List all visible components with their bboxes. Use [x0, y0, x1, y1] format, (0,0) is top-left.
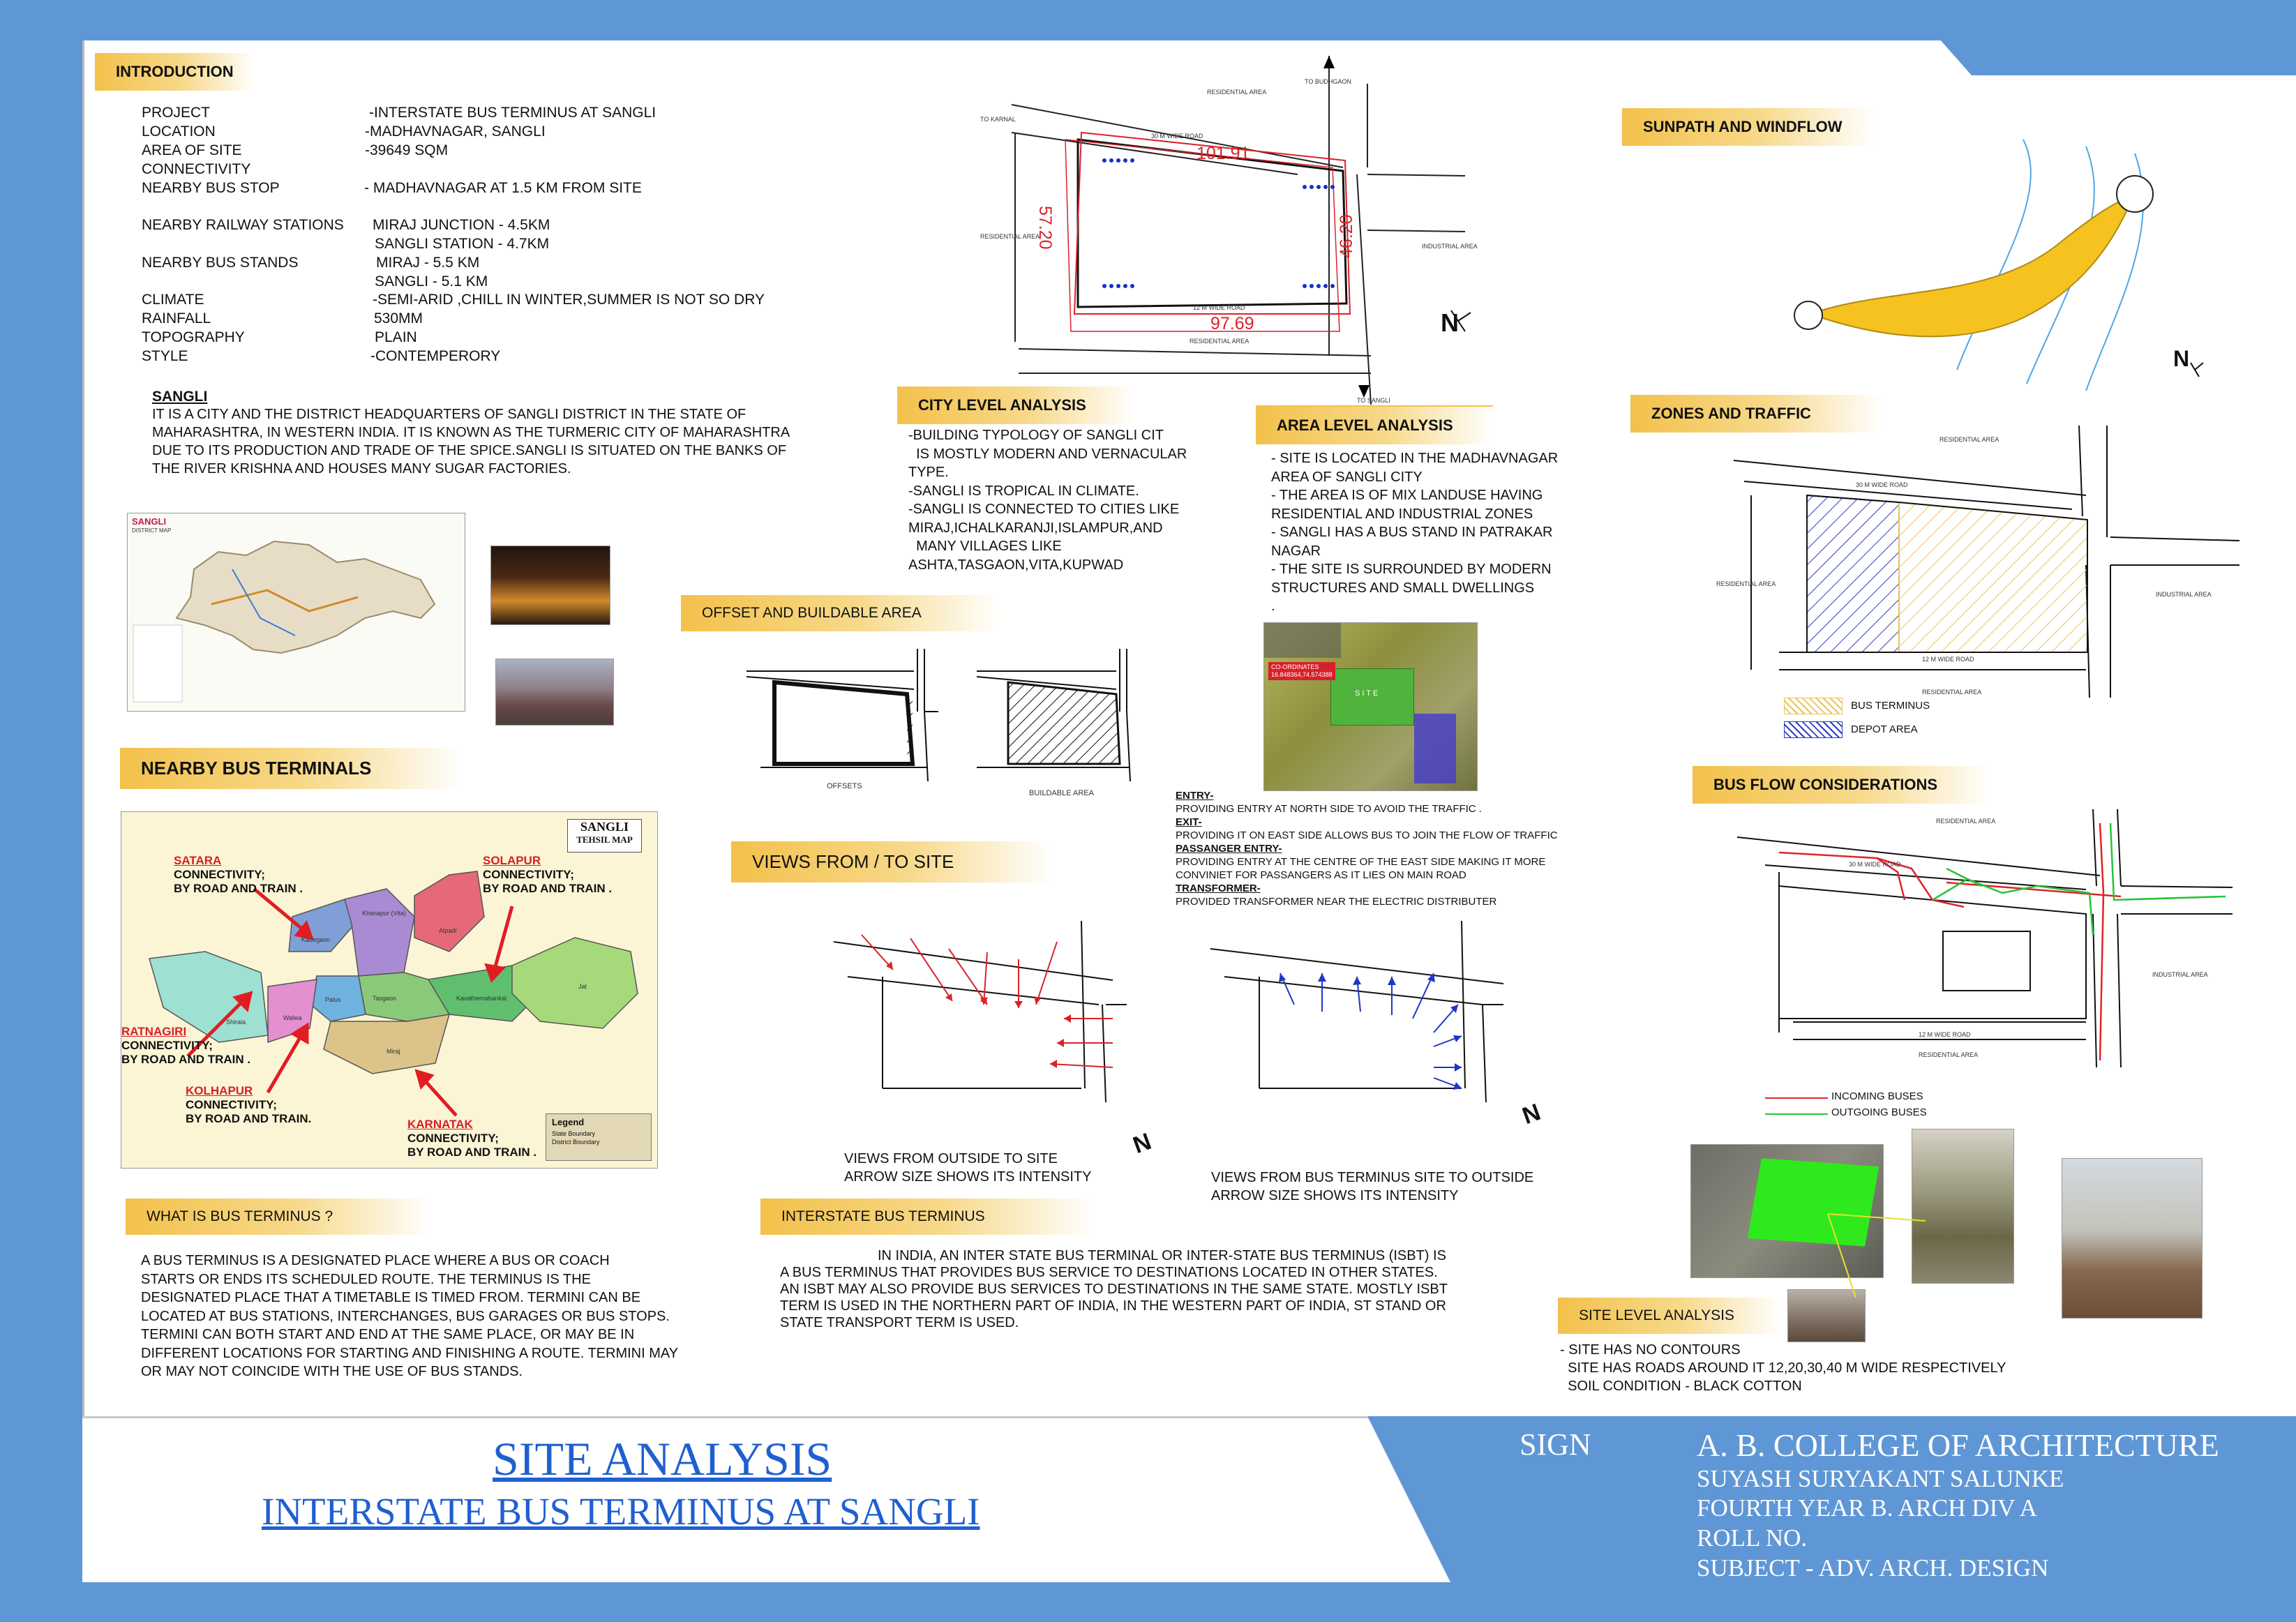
intro-value: SANGLI STATION - 4.7KM [375, 236, 550, 252]
tehsil-map-title: SANGLI [580, 820, 629, 834]
tehsil-label: Walwa [283, 1014, 302, 1021]
tehsil-label: Palus [325, 996, 341, 1003]
legend-swatch-terminus [1784, 698, 1843, 714]
coordinates-value: 16.848364,74.574388 [1271, 671, 1333, 678]
road-label: 12 M WIDE ROAD [1919, 1031, 1971, 1038]
intro-value: -INTERSTATE BUS TERMINUS AT SANGLI [369, 105, 656, 121]
city-name: KOLHAPUR [186, 1084, 253, 1097]
residential-area-label: RESIDENTIAL AREA [1936, 818, 1996, 825]
north-arrow: N [2173, 346, 2190, 371]
coordinates-tag [1268, 662, 1335, 680]
sangli-text: IT IS A CITY AND THE DISTRICT HEADQUARTERS OF SANGLI DISTRICT IN THE STATE OF MAHARASHTRA, IN WESTERN INDIA. IT IS KNOWN AS THE TURMERIC CITY OF MAHARASHTRA DUE TO ITS PRODUCTION AND TRADE OF THE SPICE.SANGLI IS SITUATED ON THE BANKS OF THE RIVER KRISHNA AND HOUSES MANY SUGAR FACTORIES. [152, 407, 790, 476]
tehsil-label: Jat [578, 983, 587, 990]
city-name: RATNAGIRI [121, 1025, 187, 1038]
sunpath-diagram [1786, 133, 2205, 405]
to-karnal-label: TO KARNAL [980, 116, 1016, 123]
what-is-heading: WHAT IS BUS TERMINUS ? [126, 1199, 433, 1235]
roll-number: ROLL NO. [1697, 1524, 1808, 1552]
introduction-heading: INTRODUCTION [95, 53, 255, 91]
north-arrow: N [1441, 308, 1459, 337]
city-connectivity: CONNECTIVITY; BY ROAD AND TRAIN . [121, 1039, 251, 1066]
tehsil-label: Miraj [387, 1048, 400, 1055]
district-shape [128, 513, 465, 711]
city-name: SOLAPUR [483, 854, 541, 867]
tehsil-legend [546, 1113, 652, 1161]
intro-label: LOCATION [142, 123, 216, 140]
depot-highlight [1414, 714, 1456, 783]
intro-value: MIRAJ JUNCTION - 4.5KM [373, 217, 550, 233]
temple-photo [490, 546, 610, 625]
road-label: 12 M WIDE ROAD [1922, 656, 1974, 663]
views-heading: VIEWS FROM / TO SITE [731, 841, 1052, 883]
sangli-heading: SANGLI [152, 389, 208, 405]
top-right-tab [1939, 39, 2296, 75]
legend-swatch-depot [1784, 721, 1843, 738]
industrial-area-label: INDUSTRIAL AREA [2156, 591, 2212, 598]
intro-label: NEARBY BUS STOP [142, 180, 280, 196]
city-connectivity: CONNECTIVITY; BY ROAD AND TRAIN . [174, 868, 303, 895]
residential-area-label: RESIDENTIAL AREA [1190, 338, 1250, 345]
north-arrow: N [1130, 1127, 1155, 1159]
intro-value: PLAIN [375, 329, 417, 345]
legend-line-incoming [1765, 1097, 1828, 1099]
note-text: PROVIDED TRANSFORMER NEAR THE ELECTRIC DISTRIBUTER [1176, 896, 1497, 908]
offsets-label: OFFSETS [827, 782, 862, 790]
industrial-area-label: INDUSTRIAL AREA [1422, 243, 1478, 250]
road-label: 30 M WIDE ROAD [1856, 481, 1908, 488]
sheet-subtitle: INTERSTATE BUS TERMINUS AT SANGLI [262, 1490, 980, 1533]
incoming-bus-routes [1779, 823, 2121, 1060]
intro-label: CONNECTIVITY [142, 161, 251, 177]
student-name: SUYASH SURYAKANT SALUNKE [1697, 1465, 2064, 1492]
sangli-tehsil-map [121, 811, 658, 1169]
city-name: KARNATAK [407, 1118, 473, 1131]
legend-label: DEPOT AREA [1851, 723, 1918, 735]
dimension-top: 101.91 [1196, 144, 1250, 163]
city-connectivity: CONNECTIVITY; BY ROAD AND TRAIN . [407, 1132, 537, 1159]
intro-value: -MADHAVNAGAR, SANGLI [365, 123, 546, 140]
nearby-terminals-heading: NEARBY BUS TERMINALS [120, 748, 462, 789]
note-text: PROVIDING ENTRY AT THE CENTRE OF THE EAST SIDE MAKING IT MORE CONVINIET FOR PASSANGERS AS IT LIES ON MAIN ROAD [1176, 856, 1546, 881]
road-label: 30 M WIDE ROAD [1849, 861, 1901, 868]
city-ratnagiri [121, 1025, 250, 1067]
coordinates-label: CO-ORDINATES [1271, 663, 1319, 670]
dimension-bottom: 97.69 [1210, 314, 1254, 333]
north-arrow: N [1519, 1098, 1545, 1130]
tehsil-label: Tasgaon [373, 995, 397, 1002]
college-name: A. B. COLLEGE OF ARCHITECTURE [1697, 1427, 2219, 1463]
tehsil-label: Khanapur (Vita) [362, 910, 406, 917]
intro-value: 530MM [374, 310, 423, 326]
intro-label: STYLE [142, 348, 188, 364]
tehsil-label: Kadegaon [301, 936, 331, 943]
intro-label: PROJECT [142, 105, 211, 121]
residential-area-label: RESIDENTIAL AREA [1919, 1051, 1979, 1058]
note-text: PROVIDING ENTRY AT NORTH SIDE TO AVOID THE TRAFFIC . [1176, 803, 1482, 815]
legend-item: District Boundary [552, 1139, 600, 1146]
intro-label: NEARBY BUS STANDS [142, 255, 299, 271]
legend-label: OUTGOING BUSES [1831, 1106, 1927, 1118]
intro-value: SANGLI - 5.1 KM [375, 273, 488, 290]
left-band [0, 0, 82, 1622]
isbt-heading: INTERSTATE BUS TERMINUS [760, 1199, 1095, 1235]
inbound-view-arrows [862, 935, 1113, 1067]
residential-area-label: RESIDENTIAL AREA [1922, 689, 1982, 696]
road-label: 12 M WIDE ROAD [1193, 304, 1245, 311]
sangli-district-map [127, 513, 465, 712]
city-level-heading: CITY LEVEL ANALYSIS [897, 386, 1134, 424]
outbound-view-arrows [1280, 973, 1462, 1088]
photo-callout-lines [1814, 1207, 1953, 1305]
legend-item: State Boundary [552, 1130, 596, 1137]
intro-value: - MADHAVNAGAR AT 1.5 KM FROM SITE [364, 180, 642, 196]
bottom-band [0, 1582, 2296, 1622]
year-division: FOURTH YEAR B. ARCH DIV A [1697, 1494, 2037, 1522]
residential-area-label: RESIDENTIAL AREA [1207, 89, 1267, 96]
note-title: EXIT- [1176, 816, 1202, 828]
to-sangli-label: TO SANGLI [1357, 397, 1390, 404]
building-photo [495, 659, 614, 726]
area-level-text: - SITE IS LOCATED IN THE MADHAVNAGAR AREA OF SANGLI CITY - THE AREA IS OF MIX LANDUSE HAVING RESIDENTIAL AND INDUSTRIAL ZONES - SANGLI HAS A BUS STAND IN PATRAKAR NAGAR - THE SITE IS SURROUNDED BY MODERN STRUCTURES AND SMALL DWELLINGS . [1271, 451, 1559, 614]
intro-value: MIRAJ - 5.5 KM [376, 255, 480, 271]
offset-diagrams [746, 642, 1137, 795]
isbt-text [780, 1247, 1448, 1331]
site-level-heading: SITE LEVEL ANALYSIS [1558, 1298, 1781, 1334]
legend-label: INCOMING BUSES [1831, 1090, 1923, 1102]
note-text: PROVIDING IT ON EAST SIDE ALLOWS BUS TO JOIN THE FLOW OF TRAFFIC [1176, 829, 1558, 841]
residential-area-label: RESIDENTIAL AREA [1716, 580, 1776, 587]
intro-value: -CONTEMPERORY [370, 348, 501, 364]
subject-line: SUBJECT - ADV. ARCH. DESIGN [1697, 1554, 2049, 1582]
city-name: SATARA [174, 854, 222, 867]
dimension-right: 46.20 [1337, 214, 1356, 258]
sign-label: SIGN [1520, 1427, 1591, 1462]
intro-label: AREA OF SITE [142, 142, 242, 158]
tehsil-map-title-box [567, 819, 642, 853]
left-rule [82, 40, 84, 1418]
site-level-text: - SITE HAS NO CONTOURS SITE HAS ROADS AROUND IT 12,20,30,40 M WIDE RESPECTIVELY SOIL CONDITION - BLACK COTTON [1560, 1342, 2006, 1394]
residential-area-label: RESIDENTIAL AREA [980, 233, 1040, 240]
city-connectivity: CONNECTIVITY; BY ROAD AND TRAIN. [186, 1098, 312, 1125]
dimension-left: 57.20 [1035, 206, 1055, 250]
legend-line-outgoing [1765, 1113, 1828, 1115]
legend-title: Legend [552, 1117, 585, 1127]
intro-label: RAINFALL [142, 310, 211, 326]
footer-rule [82, 1416, 1373, 1418]
district-map-subtitle: DISTRICT MAP [132, 527, 172, 534]
area-level-heading: AREA LEVEL ANALYSIS [1256, 405, 1493, 444]
note-title: TRANSFORMER- [1176, 883, 1261, 894]
city-satara [174, 854, 303, 896]
sheet-title: SITE ANALYSIS [493, 1432, 832, 1485]
intro-label: TOPOGRAPHY [142, 329, 245, 345]
entry-exit-notes [1176, 789, 1558, 908]
residential-area-label: RESIDENTIAL AREA [1939, 436, 1999, 443]
offset-heading: OFFSET AND BUILDABLE AREA [681, 595, 1002, 631]
note-title: ENTRY- [1176, 790, 1214, 802]
outgoing-bus-routes [1933, 823, 2226, 935]
what-is-text: A BUS TERMINUS IS A DESIGNATED PLACE WHERE A BUS OR COACH STARTS OR ENDS ITS SCHEDULED ROUTE. THE TERMINUS IS THE DESIGNATED PLACE THAT A TIMETABLE IS TIMED FROM. TERMINI CAN BE LOCATED AT BUS STATIONS, INTERCHANGES, BUS GARAGES OR BUS STOPS. TERMINI CAN BOTH START AND END AT THE SAME PLACE, OR MAY BE IN DIFFERENT LOCATIONS FOR STARTING AND FINISHING A ROUTE. TERMINI MAY OR MAY NOT COINCIDE WITH THE USE OF BUS STANDS. [141, 1253, 679, 1379]
isbt-text-body: IN INDIA, AN INTER STATE BUS TERMINAL OR INTER-STATE BUS TERMINUS (ISBT) IS A BUS TERMINUS THAT PROVIDES BUS SERVICE TO DESTINATIONS LOCATED IN OTHER STATES. AN ISBT MAY ALSO PROVIDE BUS SERVICES TO DESTINATIONS IN THE SAME STATE. MOSTLY ISBT TERM IS USED IN THE NORTHERN PART OF INDIA, IN THE WESTERN PART OF INDIA, ST STAND OR STATE TRANSPORT TERM IS USED. [780, 1248, 1448, 1330]
city-karnatak [407, 1118, 537, 1159]
site-photo-ground [2062, 1158, 2203, 1319]
city-level-text: -BUILDING TYPOLOGY OF SANGLI CIT IS MOSTLY MODERN AND VERNACULAR TYPE. -SANGLI IS TROPICAL IN CLIMATE. -SANGLI IS CONNECTED TO CITIES LIKE MIRAJ,ICHALKARANJI,ISLAMPUR,AND MANY VILLAGES LIKE ASHTA,TASGAON,VITA,KUPWAD [908, 428, 1187, 573]
bus-flow-heading: BUS FLOW CONSIDERATIONS [1693, 766, 1993, 804]
zones-diagram [1709, 426, 2253, 705]
intro-value: -39649 SQM [365, 142, 449, 158]
city-connectivity: CONNECTIVITY; BY ROAD AND TRAIN . [483, 868, 613, 895]
city-kolhapur [186, 1084, 311, 1126]
road-label: 30 M WIDE ROAD [1151, 133, 1203, 140]
views-diagrams [834, 921, 1587, 1102]
tehsil-map-subtitle: TEHSIL MAP [576, 834, 633, 845]
legend-label: BUS TERMINUS [1851, 700, 1930, 712]
area-satellite-map [1263, 622, 1478, 791]
intro-label: NEARBY RAILWAY STATIONS [142, 217, 344, 233]
intro-label: CLIMATE [142, 292, 204, 308]
district-map-title: SANGLI [132, 516, 167, 527]
zones-heading: ZONES AND TRAFFIC [1630, 395, 1882, 433]
views-caption-outside: VIEWS FROM OUTSIDE TO SITE ARROW SIZE SHOWS ITS INTENSITY [844, 1151, 1092, 1185]
tehsil-label: Atpadi [439, 927, 457, 934]
bus-flow-diagram [1737, 809, 2239, 1074]
note-title: PASSANGER ENTRY- [1176, 843, 1282, 855]
tehsil-label: Shirala [226, 1019, 246, 1026]
buildable-area-label: BUILDABLE AREA [1029, 789, 1094, 797]
site-plan [949, 56, 1478, 405]
sunpath-heading: SUNPATH AND WINDFLOW [1622, 108, 1873, 146]
views-caption-inside: VIEWS FROM BUS TERMINUS SITE TO OUTSIDE ARROW SIZE SHOWS ITS INTENSITY [1211, 1170, 1534, 1203]
site-label: S I T E [1355, 689, 1379, 698]
top-band [0, 0, 2296, 40]
tehsil-label: Kavathemahankal [456, 995, 507, 1002]
bus-bay-markers [1102, 158, 1335, 288]
intro-value: -SEMI-ARID ,CHILL IN WINTER,SUMMER IS NOT SO DRY [373, 292, 765, 308]
industrial-area-label: INDUSTRIAL AREA [2152, 971, 2208, 978]
to-budhgaon-label: TO BUDHGAON [1305, 78, 1351, 85]
city-solapur [483, 854, 612, 896]
